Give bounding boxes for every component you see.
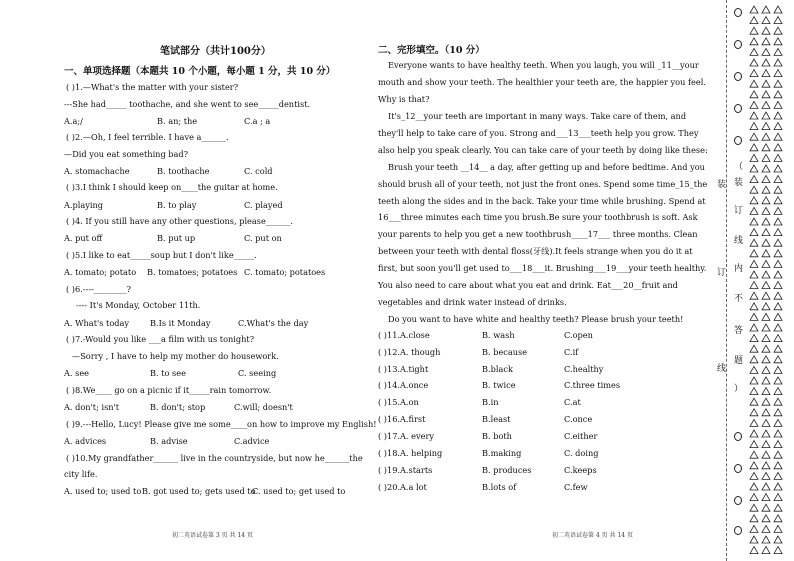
triangle-mark: [762, 218, 770, 225]
triangle-mark: [750, 483, 758, 490]
triangle-mark: [774, 17, 782, 24]
triangle-mark: [774, 70, 782, 77]
triangle-mark: [750, 430, 758, 437]
triangle-mark: [762, 525, 770, 532]
triangle-mark: [750, 398, 758, 405]
option-row-a: ( )15.A.on: [378, 397, 419, 407]
triangle-mark: [774, 377, 782, 384]
option-row-c: C.either: [564, 431, 598, 441]
cut-line: [726, 0, 727, 561]
seal-char: （: [734, 162, 744, 172]
seal-circle: [734, 8, 742, 17]
passage-line: 16___three minutes each time you brush.Be sure your toothbrush is soft. Ask: [378, 212, 698, 222]
triangle-mark: [750, 186, 758, 193]
triangle-mark: [750, 133, 758, 140]
passage-line: Why is that?: [378, 94, 430, 104]
q10-option-b: B. got used to; gets used to: [142, 486, 256, 496]
triangle-mark: [762, 250, 770, 257]
triangle-mark: [774, 207, 782, 214]
triangle-mark: [774, 419, 782, 426]
option-row-c: C.keeps: [564, 465, 597, 475]
triangle-mark: [750, 48, 758, 55]
option-row-c: C.healthy: [564, 364, 604, 374]
left-page-footer: 初二英语试卷第 3 页 共 14 页: [172, 532, 253, 539]
triangle-mark: [774, 356, 782, 363]
triangle-mark: [762, 515, 770, 522]
triangle-mark: [762, 547, 770, 554]
triangle-mark: [750, 335, 758, 342]
q1-line2: ---She had_____ toothache, and she went to see_____dentist.: [64, 99, 311, 109]
triangle-mark: [774, 547, 782, 554]
triangle-mark: [762, 123, 770, 130]
option-row-a: ( )18.A. helping: [378, 448, 443, 458]
triangle-mark: [774, 388, 782, 395]
passage-line: first, but soon you'll get used to___18___it. Brushing___19___your teeth healthy.: [378, 263, 707, 273]
option-row-c: C.if: [564, 347, 579, 357]
q2-option-a: A. stomachache: [64, 166, 130, 176]
triangle-mark: [750, 27, 758, 34]
option-row-c: C.open: [564, 330, 593, 340]
triangle-mark: [774, 144, 782, 151]
triangle-mark: [762, 38, 770, 45]
seal-circle: [734, 136, 742, 145]
seal-char: 不: [734, 294, 744, 304]
triangle-mark: [762, 345, 770, 352]
passage-line: between your teeth with dental floss(牙线).It feels strange when you do it at: [378, 246, 693, 256]
q1-option-a: A.a;/: [64, 116, 83, 126]
triangle-mark: [762, 366, 770, 373]
triangle-mark: [750, 91, 758, 98]
triangle-mark: [774, 515, 782, 522]
triangle-mark: [750, 250, 758, 257]
q5-option-c: C. tomato; potatoes: [244, 267, 326, 277]
q6: ( )6.----________?: [66, 284, 132, 294]
passage-line: teeth along the sides and in the back. Take your time while brushing. Spend at: [378, 196, 706, 206]
triangle-mark: [762, 536, 770, 543]
triangle-mark: [774, 335, 782, 342]
triangle-mark: [750, 38, 758, 45]
triangle-mark: [762, 483, 770, 490]
triangle-mark: [762, 494, 770, 501]
q5-option-a: A. tomato; potato: [64, 267, 137, 277]
q5: ( )5.I like to eat_____soup but I don't like_____.: [66, 250, 257, 260]
triangle-mark: [774, 186, 782, 193]
triangle-mark: [762, 356, 770, 363]
q7-option-a: A. see: [64, 368, 90, 378]
triangle-mark: [774, 27, 782, 34]
option-row-a: ( )19.A.starts: [378, 465, 433, 475]
q3-option-c: C. played: [244, 200, 283, 210]
q4-option-b: B. put up: [157, 233, 196, 243]
triangle-mark: [762, 91, 770, 98]
seal-char: 答: [734, 326, 744, 336]
triangle-mark: [774, 260, 782, 267]
q8-option-c: C.will; doesn't: [234, 402, 293, 412]
triangle-mark: [774, 197, 782, 204]
option-row-c: C.three times: [564, 380, 621, 390]
triangle-mark: [774, 59, 782, 66]
triangle-mark: [774, 366, 782, 373]
seal-char: 线: [734, 236, 744, 246]
triangle-mark: [762, 398, 770, 405]
q4-option-c: C. put on: [244, 233, 282, 243]
triangle-mark: [762, 239, 770, 246]
triangle-mark: [750, 419, 758, 426]
triangle-mark: [762, 388, 770, 395]
triangle-mark: [750, 451, 758, 458]
triangle-mark: [762, 176, 770, 183]
triangle-mark: [774, 483, 782, 490]
triangle-mark: [774, 525, 782, 532]
option-row-c: C. doing: [564, 448, 599, 458]
triangle-mark: [774, 504, 782, 511]
option-row-b: B. twice: [482, 380, 516, 390]
triangle-mark: [750, 112, 758, 119]
triangle-mark: [762, 335, 770, 342]
triangle-mark: [750, 70, 758, 77]
triangle-mark: [750, 144, 758, 151]
triangle-mark: [762, 451, 770, 458]
option-row-a: ( )16.A.first: [378, 414, 426, 424]
section-2-heading: 二、完形填空。（10 分）: [378, 45, 485, 56]
option-row-c: C.few: [564, 482, 588, 492]
triangle-mark: [774, 451, 782, 458]
q7: ( )7.-Would you like ___a film with us tonight?: [66, 334, 255, 344]
triangle-mark: [774, 101, 782, 108]
option-row-a: ( )14.A.once: [378, 380, 429, 390]
q10-option-c: C. used to; get used to: [252, 486, 346, 496]
triangle-mark: [774, 462, 782, 469]
option-row-b: B. because: [482, 347, 528, 357]
triangle-mark: [762, 80, 770, 87]
triangle-mark: [762, 409, 770, 416]
q2: ( )2.—Oh, I feel terrible. I have a______.: [66, 132, 229, 142]
triangle-mark: [750, 176, 758, 183]
triangle-mark: [762, 144, 770, 151]
seal-char: 内: [734, 264, 744, 274]
exam-title: 笔试部分（共计100分）: [160, 46, 271, 57]
triangle-mark: [750, 313, 758, 320]
triangle-mark: [774, 91, 782, 98]
option-row-a: ( )12.A. though: [378, 347, 441, 357]
passage-line: Brush your teeth __14__ a day, after getting up and before bedtime. And you: [388, 162, 705, 172]
triangle-mark: [774, 472, 782, 479]
triangle-mark: [762, 430, 770, 437]
option-row-b: B.least: [482, 414, 511, 424]
triangle-mark: [762, 17, 770, 24]
q3: ( )3.I think I should keep on____the guitar at home.: [66, 182, 278, 192]
seal-circle: [734, 72, 742, 81]
seal-char: 题: [734, 356, 744, 366]
q9-option-b: B. advise: [150, 436, 188, 446]
triangle-mark: [774, 112, 782, 119]
triangle-mark: [750, 123, 758, 130]
triangle-mark: [750, 515, 758, 522]
option-row-b: B.black: [482, 364, 513, 374]
triangle-mark: [762, 70, 770, 77]
q1-option-c: C.a ; a: [244, 116, 271, 126]
triangle-mark: [774, 536, 782, 543]
seal-circle: [734, 496, 742, 505]
q8: ( )8.We____ go on a picnic if it_____rain tomorrow.: [66, 385, 272, 395]
triangle-mark: [762, 27, 770, 34]
triangle-mark: [750, 165, 758, 172]
triangle-pattern: [748, 4, 788, 561]
triangle-mark: [750, 525, 758, 532]
triangle-mark: [750, 59, 758, 66]
q3-option-b: B. to play: [157, 200, 197, 210]
triangle-mark: [762, 271, 770, 278]
triangle-mark: [750, 494, 758, 501]
triangle-mark: [774, 6, 782, 13]
triangle-mark: [762, 154, 770, 161]
option-row-c: C.at: [564, 397, 581, 407]
triangle-mark: [750, 409, 758, 416]
triangle-mark: [750, 345, 758, 352]
triangle-mark: [762, 313, 770, 320]
triangle-mark: [750, 536, 758, 543]
q4-option-a: A. put off: [64, 233, 103, 243]
triangle-mark: [750, 547, 758, 554]
q2-option-c: C. cold: [244, 166, 273, 176]
triangle-mark: [762, 324, 770, 331]
triangle-mark: [762, 59, 770, 66]
passage-line: You also need to care about what you eat and drink. Eat___20__fruit and: [378, 280, 678, 290]
passage-closing: Do you want to have white and healthy teeth? Please brush your teeth!: [388, 314, 684, 324]
triangle-mark: [774, 409, 782, 416]
option-row-a: ( )11.A.close: [378, 330, 430, 340]
triangle-mark: [774, 239, 782, 246]
passage-line: Everyone wants to have healthy teeth. When you laugh, you will _11__your: [388, 60, 699, 70]
q6-option-a: A. What's today: [64, 318, 130, 328]
triangle-mark: [762, 112, 770, 119]
q10: ( )10.My grandfather______ live in the countryside, but now he______the: [66, 453, 363, 463]
line-char: 线: [717, 364, 727, 374]
triangle-mark: [774, 218, 782, 225]
triangle-mark: [762, 462, 770, 469]
triangle-mark: [774, 398, 782, 405]
option-row-b: B.lots of: [482, 482, 517, 492]
q9-option-a: A. advices: [64, 436, 107, 446]
option-row-b: B. produces: [482, 465, 532, 475]
q8-option-a: A. don't; isn't: [64, 402, 120, 412]
triangle-mark: [762, 441, 770, 448]
triangle-mark: [774, 80, 782, 87]
triangle-mark: [762, 48, 770, 55]
q1: ( )1.—What's the matter with your sister?: [66, 82, 239, 92]
triangle-mark: [774, 292, 782, 299]
triangle-mark: [750, 101, 758, 108]
triangle-mark: [762, 186, 770, 193]
q5-option-b: B. tomatoes; potatoes: [147, 267, 238, 277]
triangle-pattern-svg: [748, 4, 788, 561]
seal-char: 装: [734, 178, 744, 188]
q8-option-b: B. don't; stop: [150, 402, 206, 412]
triangle-mark: [762, 472, 770, 479]
passage-line: vegetables and drink water instead of drinks.: [378, 297, 567, 307]
passage-line: your parents to help you get a new toothbrush____17___ three months. Clean: [378, 229, 698, 239]
triangle-mark: [774, 271, 782, 278]
triangle-mark: [774, 154, 782, 161]
q7-line2: —Sorry , I have to help my mother do housework.: [72, 351, 279, 361]
triangle-mark: [762, 282, 770, 289]
triangle-mark: [750, 6, 758, 13]
triangle-mark: [774, 494, 782, 501]
triangle-mark: [762, 419, 770, 426]
triangle-mark: [774, 313, 782, 320]
option-row-a: ( )13.A.tight: [378, 364, 429, 374]
triangle-mark: [750, 356, 758, 363]
option-row-c: C.once: [564, 414, 593, 424]
triangle-mark: [762, 229, 770, 236]
triangle-mark: [750, 218, 758, 225]
q10-option-a: A. used to; used to: [64, 486, 142, 496]
seal-char: ）: [734, 384, 744, 394]
option-row-b: B. both: [482, 431, 512, 441]
triangle-mark: [750, 441, 758, 448]
triangle-mark: [774, 324, 782, 331]
passage-line: mouth and show your teeth. The healthier your teeth are, the happier you feel.: [378, 77, 706, 87]
q6-line2: ---- It's Monday, October 11th.: [76, 300, 201, 310]
q1-option-b: B. an; the: [157, 116, 198, 126]
triangle-mark: [774, 176, 782, 183]
triangle-mark: [762, 6, 770, 13]
triangle-mark: [750, 239, 758, 246]
q4: ( )4. If you still have any other questions, please______.: [66, 216, 293, 226]
triangle-mark: [750, 292, 758, 299]
seal-circle: [734, 104, 742, 113]
triangle-mark: [774, 441, 782, 448]
triangle-mark: [750, 282, 758, 289]
triangle-mark: [774, 165, 782, 172]
section-1-heading: 一、单项选择题（本题共 10 个小题，每小题 1 分，共 10 分）: [64, 66, 336, 77]
triangle-mark: [750, 377, 758, 384]
triangle-mark: [774, 133, 782, 140]
triangle-mark: [750, 388, 758, 395]
seal-circle: [734, 464, 742, 473]
line-char: 订: [717, 268, 727, 278]
triangle-mark: [762, 197, 770, 204]
triangle-mark: [750, 271, 758, 278]
q2-line2: —Did you eat something bad?: [64, 149, 189, 159]
triangle-mark: [750, 260, 758, 267]
triangle-mark: [762, 165, 770, 172]
seal-circle: [734, 432, 742, 441]
triangle-mark: [774, 48, 782, 55]
triangle-mark: [750, 207, 758, 214]
q7-option-c: C. seeing: [238, 368, 277, 378]
triangle-mark: [750, 462, 758, 469]
triangle-mark: [750, 80, 758, 87]
triangle-mark: [750, 324, 758, 331]
passage-line: they'll help to take care of you. Strong and___13___teeth help you grow. They: [378, 128, 699, 138]
seal-circle: [734, 40, 742, 49]
triangle-mark: [774, 282, 782, 289]
triangle-mark: [750, 154, 758, 161]
option-row-b: B.making: [482, 448, 522, 458]
triangle-mark: [774, 303, 782, 310]
option-row-a: ( )20.A.a lot: [378, 482, 427, 492]
q6-option-b: B.Is it Monday: [150, 318, 211, 328]
q3-option-a: A.playing: [64, 200, 104, 210]
triangle-mark: [750, 197, 758, 204]
triangle-mark: [762, 303, 770, 310]
q10-line2: city life.: [64, 469, 98, 479]
triangle-mark: [762, 504, 770, 511]
triangle-mark: [774, 430, 782, 437]
triangle-mark: [774, 229, 782, 236]
seal-char: 订: [734, 206, 744, 216]
option-row-b: B. wash: [482, 330, 515, 340]
triangle-mark: [762, 377, 770, 384]
line-char: 装: [717, 180, 727, 190]
triangle-mark: [774, 250, 782, 257]
seal-circle: [734, 526, 742, 535]
passage-line: It's_12__your teeth are important in many ways. Take care of them, and: [388, 111, 687, 121]
triangle-mark: [750, 229, 758, 236]
q9-option-c: C.advice: [234, 436, 270, 446]
q2-option-b: B. toothache: [157, 166, 210, 176]
triangle-mark: [750, 17, 758, 24]
triangle-mark: [762, 260, 770, 267]
triangle-mark: [774, 38, 782, 45]
triangle-mark: [762, 292, 770, 299]
triangle-mark: [762, 207, 770, 214]
option-row-b: B.in: [482, 397, 499, 407]
q7-option-b: B. to see: [150, 368, 186, 378]
option-row-a: ( )17.A. every: [378, 431, 434, 441]
right-page-footer: 初二英语试卷第 4 页 共 14 页: [552, 532, 633, 539]
triangle-mark: [750, 472, 758, 479]
triangle-mark: [774, 345, 782, 352]
triangle-mark: [762, 133, 770, 140]
q9: ( )9.---Hello, Lucy! Please give me some____on how to improve my English!: [66, 419, 377, 429]
triangle-mark: [762, 101, 770, 108]
triangle-mark: [750, 303, 758, 310]
triangle-mark: [750, 366, 758, 373]
passage-line: also help you speak clearly. You can take care of your teeth by doing like these:: [378, 145, 708, 155]
q6-option-c: C.What's the day: [238, 318, 309, 328]
triangle-mark: [750, 504, 758, 511]
triangle-mark: [774, 123, 782, 130]
passage-line: should brush all of your teeth, not just the front ones. Spend some time_15_the: [378, 179, 708, 189]
